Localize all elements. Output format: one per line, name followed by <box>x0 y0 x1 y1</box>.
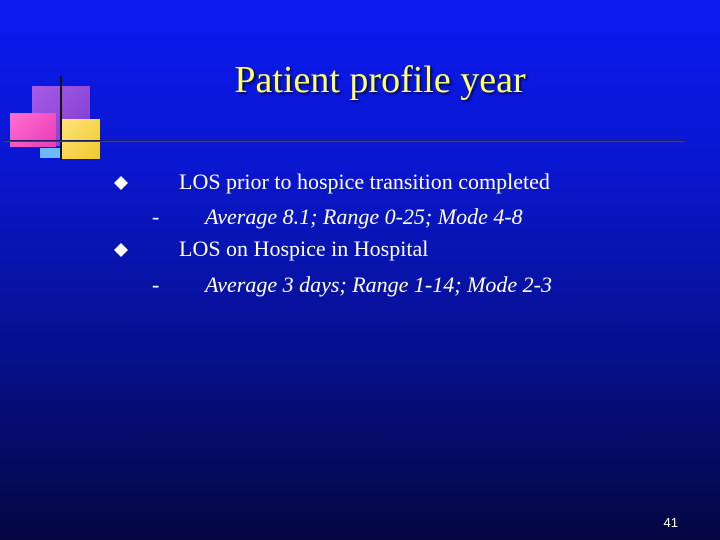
sub-item-los-hospice-stats: Average 3 days; Range 1-14; Mode 2-3 <box>205 272 553 297</box>
title-divider-highlight <box>4 141 684 142</box>
bullet-item-los-prior: LOS prior to hospice transition completed <box>179 169 550 194</box>
diamond-bullet-icon <box>114 243 128 257</box>
dash-marker: - <box>152 272 160 297</box>
decorative-square-cyan <box>40 148 60 158</box>
slide-number: 41 <box>663 515 678 530</box>
decorative-square-yellow <box>60 119 100 159</box>
slide-title: Patient profile year <box>234 59 526 101</box>
bullet-item-los-hospice: LOS on Hospice in Hospital <box>179 236 429 261</box>
dash-marker: - <box>152 204 160 229</box>
diamond-bullet-icon <box>114 176 128 190</box>
sub-item-los-prior-stats: Average 8.1; Range 0-25; Mode 4-8 <box>205 204 523 229</box>
decorative-vertical-line <box>60 76 62 160</box>
